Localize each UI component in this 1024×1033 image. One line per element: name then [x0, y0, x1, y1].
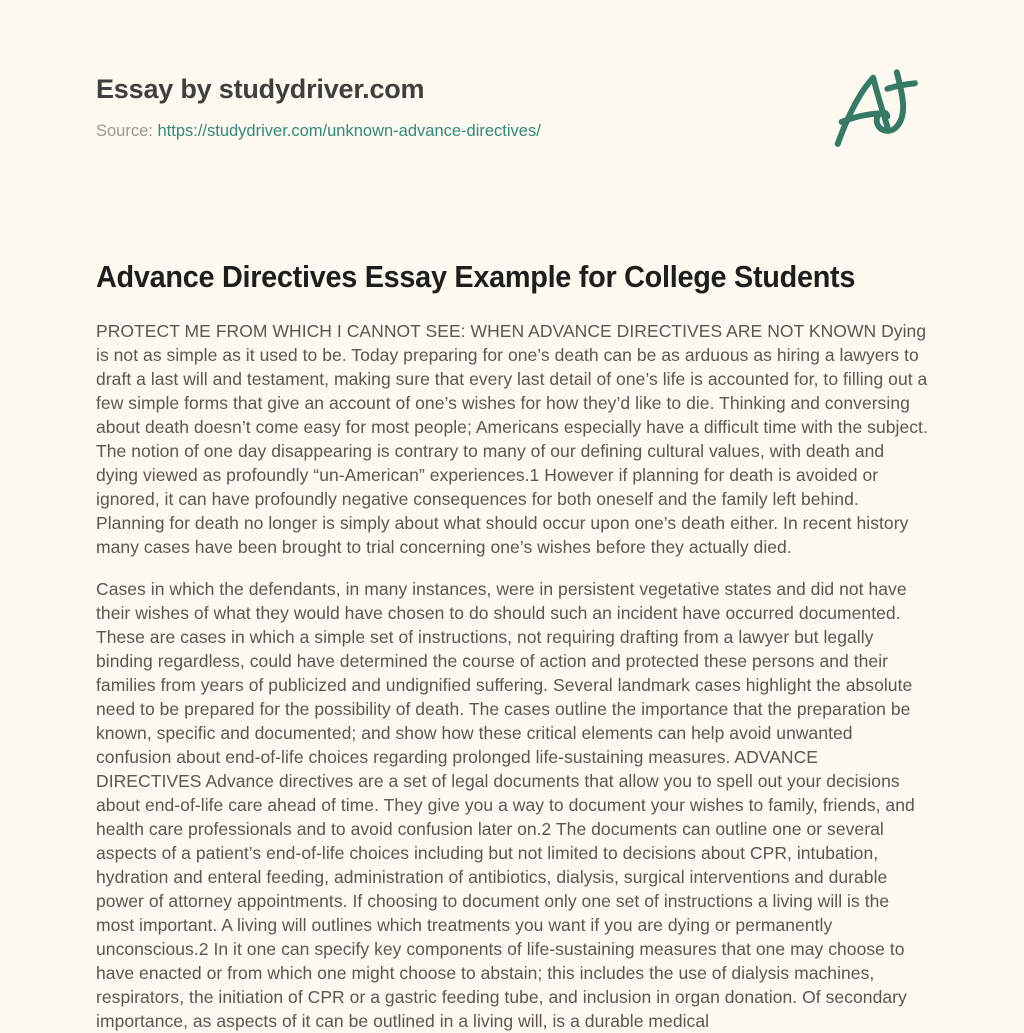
essay-paragraph-1: PROTECT ME FROM WHICH I CANNOT SEE: WHEN ADVANCE DIRECTIVES ARE NOT KNOWN Dying is not as simple as it used to be. Today preparing for one’s death can be as arduous as hiring a lawyers to draft a last will and testament, making sure that every last detail of one’s life is accounted for, to filling out a few simple forms that give an account of one’s wishes for how they’d like to die. Thinking and conversing about death doesn’t come easy for most people; Americans especially have a difficult time with the subject. The notion of one day disappearing is contrary to many of our defining cultural values, with death and dying viewed as profoundly “un-American” experiences.1 However if planning for death is avoided or ignored, it can have profoundly negative consequences for both oneself and the family left behind. Planning for death no longer is simply about what should occur upon one’s death either. In recent history many cases have been brought to trial concerning one’s wishes before they actually died. — [96, 321, 928, 557]
essay-title-text: Advance Directives Essay Example for College Students — [96, 259, 856, 294]
essay-paragraph-2: Cases in which the defendants, in many instances, were in persistent vegetative states and did not have their wishes of what they would have chosen to do should such an incident have occurred documented. These are cases in which a simple set of instructions, not requiring drafting from a lawyer but legally binding regardless, could have determined the course of action and protected these persons and their families from years of publicized and undignified suffering. Several landmark cases highlight the absolute need to be prepared for the possibility of death. The cases outline the importance that the preparation be known, specific and documented; and show how these critical elements can help avoid unwanted confusion about end-of-life choices regarding prolonged life-sustaining measures. ADVANCE DIRECTIVES Advance directives are a set of legal documents that allow you to spell out your decisions about end-of-life care ahead of time. They give you a way to document your wishes to family, friends, and health care professionals and to avoid confusion later on.2 The documents can outline one or several aspects of a patient’s end-of-life choices including but not limited to decisions about CPR, intubation, hydration and enteral feeding, administration of antibiotics, dialysis, surgical interventions and durable power of attorney appointments. If choosing to document only one set of instructions a living will is the most important. A living will outlines which treatments you want if you are dying or permanently unconscious.2 In it one can specify key components of life-sustaining measures that one may choose to have enacted or from which one might choose to abstain; this includes the use of dialysis machines, respirators, the initiation of CPR or a gastric feeding tube, and inclusion in organ donation. Of secondary importance, as aspects of it can be outlined in a living will, is a durable medical — [96, 579, 915, 1031]
source-label: Source: — [96, 122, 153, 140]
source-link[interactable]: https://studydriver.com/unknown-advance-directives/ — [157, 122, 541, 140]
essay-content — [96, 259, 928, 1033]
source-line — [96, 122, 928, 141]
byline: Essay by studydriver.com — [96, 74, 425, 104]
a-plus-logo-icon — [818, 157, 952, 174]
essay-title — [96, 259, 928, 295]
studydriver-logo — [818, 58, 952, 170]
essay-body — [96, 319, 928, 1033]
page-header — [96, 74, 928, 141]
